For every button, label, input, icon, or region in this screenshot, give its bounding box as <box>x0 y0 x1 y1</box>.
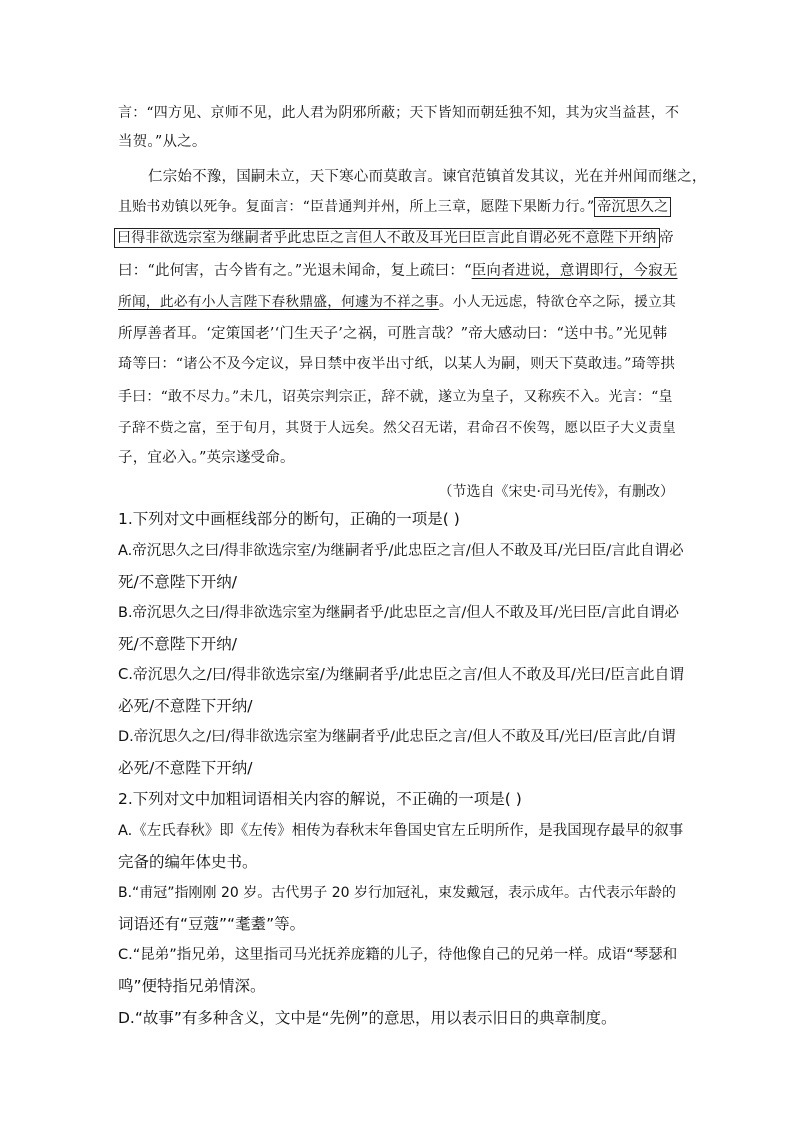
q1-option-d-line-1: D.帝沉思久之/曰/得非欲选宗室为继嗣者乎/此忠臣之言/但人不敢及耳/光曰/臣言此/自谓 <box>118 729 676 745</box>
q1-option-c-line-1: C.帝沉思久之/曰/得非欲选宗室/为继嗣者乎/此忠臣之言/但人不敢及耳/光曰/臣言此自谓 <box>118 666 685 683</box>
framed-sentence-end: 曰得非欲选宗室为继嗣者乎此忠臣之言但人不敢及耳光曰臣言此自谓必死不意陛下开纳 <box>114 228 660 248</box>
q1-option-c-line-2: 必死/不意陛下开纳/ <box>118 697 253 715</box>
q2-option-b-line-2: 词语还有“豆蔻”“耄耋”等。 <box>118 915 306 933</box>
passage-line-12: 子，宜必入。”英宗遂受命。 <box>118 450 295 466</box>
passage-line-9: 琦等曰：“诸公不及今定议，异日禁中夜半出寸纸，以某人为嗣，则天下莫敢违。”琦等拱 <box>118 356 675 372</box>
q1-option-b-line-2: 死/不意陛下开纳/ <box>118 635 237 653</box>
q2-option-b-line-1: B.“甫冠”指刚刚 20 岁。古代男子 20 岁行加冠礼，束发戴冠，表示成年。古代表示年龄的 <box>118 885 676 901</box>
q2-option-a-line-2: 完备的编年体史书。 <box>118 853 258 871</box>
q1-option-b-line-1: B.帝沉思久之曰/得非欲选宗室为继嗣者乎/此忠臣之言/但人不敢及耳/光曰臣/言此自谓必 <box>118 605 679 621</box>
passage-line-5 <box>118 229 678 247</box>
q1-option-a-line-1: A.帝沉思久之曰/得非欲选宗室/为继嗣者乎/此忠臣之言/但人不敢及耳/光曰臣/言此自谓必 <box>118 543 684 559</box>
q1-option-a-line-2: 死/不意陛下开纳/ <box>118 573 237 591</box>
passage-text: 曰：“此何害，古今皆有之。”光退未闻命，复上疏曰：“ <box>118 263 472 279</box>
source-citation: （节选自《宋史·司马光传》，有删改） <box>438 484 674 500</box>
passage-line-2: 当贺。”从之。 <box>118 134 207 150</box>
passage-line-6 <box>118 262 678 280</box>
passage-text: 。小人无远虑，特欲仓卒之际，援立其 <box>438 294 677 310</box>
passage-line-8: 所厚善者耳。‘定策国老’‘门生天子’之祸，可胜言哉？”帝大感动曰：“送中书。”光见韩 <box>118 326 668 342</box>
underlined-text: 所闻，此必有小人言陛下春秋鼎盛，何遽为不祥之事 <box>118 294 439 310</box>
q2-option-a-line-1: A.《左氏春秋》即《左传》相传为春秋末年鲁国史官左丘明所作，是我国现存最早的叙事 <box>118 823 684 839</box>
framed-sentence-start: 帝沉思久之 <box>594 197 671 217</box>
passage-line-11: 子辞不赀之富，至于旬月，其贤于人远矣。然父召无诺，君命召不俟驾，愿以臣子大义责皇 <box>118 420 677 436</box>
q2-option-c-line-1: C.“昆弟”指兄弟，这里指司马光抚养庞籍的儿子，待他像自己的兄弟一样。成语“琴瑟和 <box>118 947 678 963</box>
passage-line-1: 言：“四方见、京师不见，此人君为阴邪所蔽；天下皆知而朝廷独不知，其为灾当益甚，不 <box>118 105 680 121</box>
passage-line-7 <box>118 293 678 311</box>
q1-option-d-line-2: 必死/不意陛下开纳/ <box>118 759 253 777</box>
underlined-text: 臣向者进说，意谓即行，今寂无 <box>471 263 678 279</box>
q2-option-c-line-2: 鸣”便特指兄弟情深。 <box>118 977 266 995</box>
question-1: 1.下列对文中画框线部分的断句，正确的一项是( ) <box>118 510 460 528</box>
passage-line-3: 仁宗始不豫，国嗣未立，天下寒心而莫敢言。谏官范镇首发其议，光在并州闻而继之， <box>148 169 707 185</box>
passage-line-10: 手曰：“敢不尽力。”未几，诏英宗判宗正，辞不就，遂立为皇子，又称疾不入。光言：“皇 <box>118 389 673 405</box>
question-2: 2.下列对文中加粗词语相关内容的解说，不正确的一项是( ) <box>118 790 522 808</box>
passage-text: 帝 <box>659 230 674 246</box>
passage-text: 且贻书劝镇以死争。复面言：“臣昔通判并州，所上三章，愿陛下果断力行。” <box>118 199 595 215</box>
passage-line-4 <box>118 198 678 216</box>
q2-option-d-line-1: D.“故事”有多种含义，文中是“先例”的意思，用以表示旧日的典章制度。 <box>118 1009 617 1027</box>
